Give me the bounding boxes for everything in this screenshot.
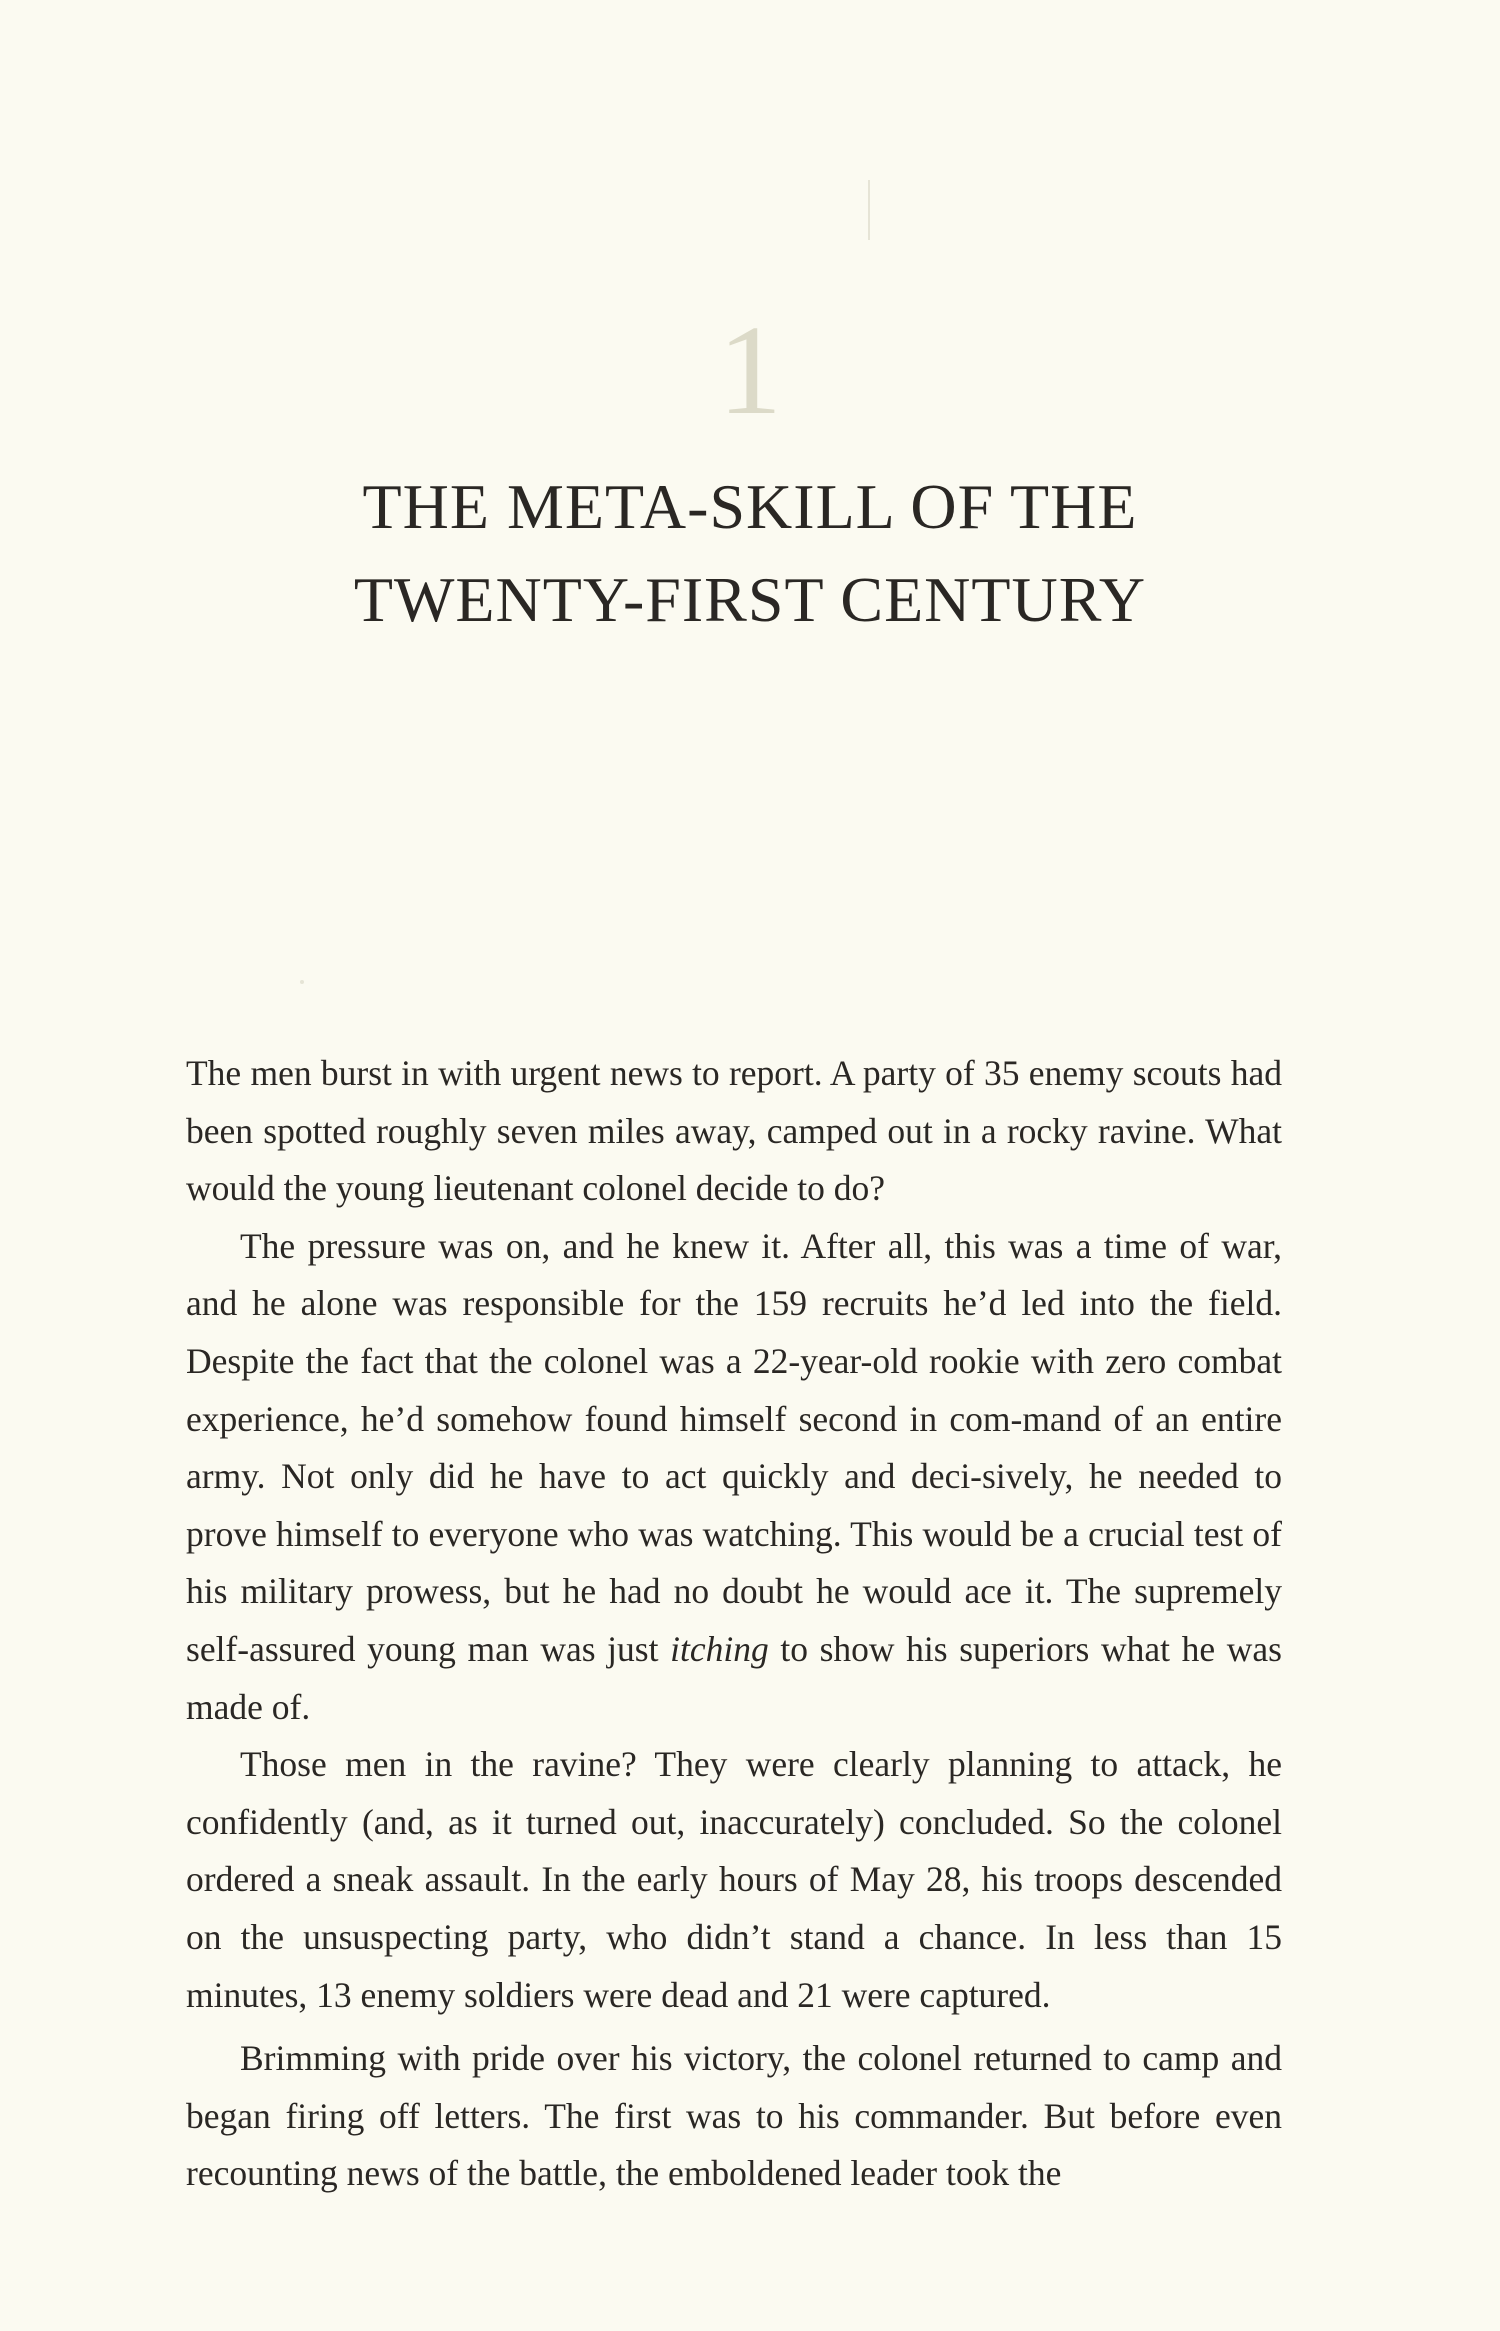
chapter-title — [0, 460, 1500, 646]
chapter-number: 1 — [718, 299, 782, 441]
scan-artifact-line — [868, 180, 870, 240]
paragraph-2 — [186, 1218, 1282, 1736]
paragraph-3: Those men in the ravine? They were clearly planning to attack, he confidently (and, as it turned out, inaccurately) concluded. So the colonel ordered a sneak assault. In the early hours of May 28, his troops descended on the unsuspecting party, who didn’t stand a chance. In less than 15 minutes, 13 enemy soldiers were dead and 21 were captured. — [186, 1744, 1282, 2015]
chapter-title-line-1: THE META-SKILL OF THE — [362, 471, 1138, 542]
chapter-body — [186, 1045, 1282, 2203]
emphasis-itching: itching — [670, 1628, 769, 1669]
chapter-title-line-2: TWENTY-FIRST CENTURY — [353, 564, 1147, 635]
paragraph-1: The men burst in with urgent news to report. A party of 35 enemy scouts had been spotted roughly seven miles away, camped out in a rocky ravine. What would the young lieutenant colonel decide to do? — [186, 1053, 1282, 1209]
paragraph-2-end: to show his superiors what he was made of. — [186, 1628, 1283, 1727]
paragraph-2-text: The pressure was on, and he knew it. After all, this was a time of war, and he alone was responsible for the 159 recruits he’d led into the field. Despite the fact that the colonel was a 22-year-old rookie with zero combat experience, he’d somehow found himself second in com-mand of an entire army. Not only did he have to act quickly and deci-sively, he needed to prove himself to everyone who was watching. This would be a crucial test of his military prowess, but he had no doubt he would ace it. The supremely self-assured young man was just — [186, 1225, 1282, 1669]
paragraph-4: Brimming with pride over his victory, the colonel returned to camp and began firing off letters. The first was to his commander. But before even recounting news of the battle, the emboldened leader took the — [186, 2038, 1282, 2194]
scan-artifact-dot — [300, 980, 304, 984]
